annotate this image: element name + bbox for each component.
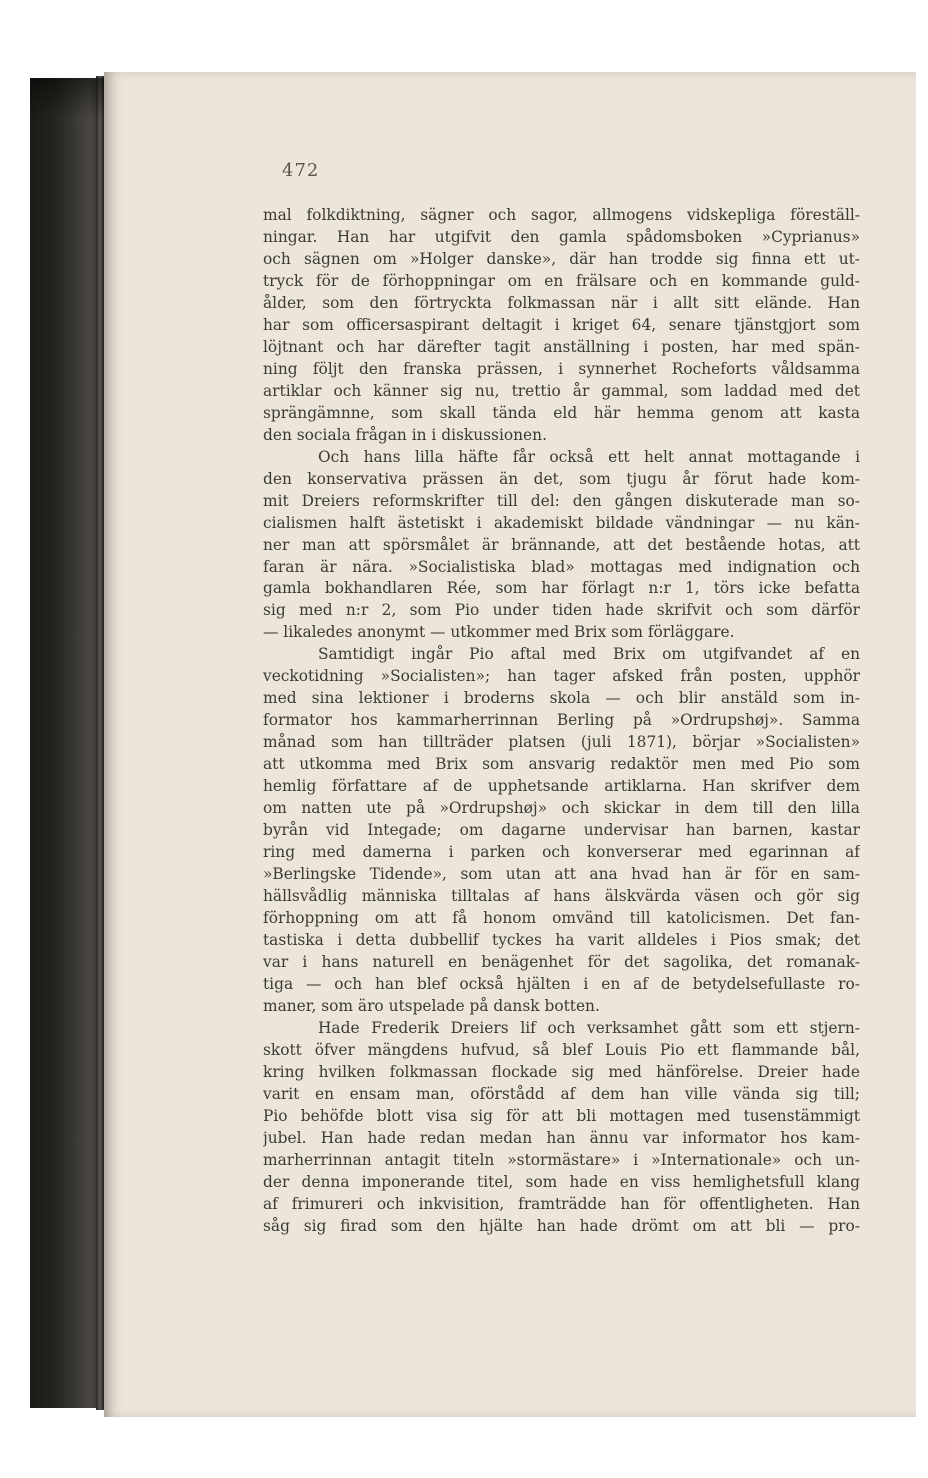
text-line: gamla bokhandlaren Rée, som har förlagt n:r 1, törs icke befatta xyxy=(263,579,860,598)
text-line: hemlig författare af de upphetsande artiklarna. Han skrifver dem xyxy=(263,777,860,796)
page-number: 472 xyxy=(282,160,320,181)
text-line: kring hvilken folkmassan flockade sig med hänförelse. Dreier hade xyxy=(263,1062,860,1081)
text-line: artiklar och känner sig nu, trettio år gammal, som laddad med det xyxy=(263,381,860,400)
text-line: veckotidning »Socialisten»; han tager afsked från posten, upphör xyxy=(263,667,860,686)
text-line: sprängämnne, som skall tända eld här hemma genom att kasta xyxy=(263,403,860,422)
text-line: tastiska i detta dubbellif tyckes ha varit alldeles i Pios smak; det xyxy=(263,930,860,949)
text-line: Samtidigt ingår Pio aftal med Brix om utgifvandet af en xyxy=(318,645,860,664)
book-spine-edge xyxy=(96,76,104,1410)
text-line: Och hans lilla häfte får också ett helt annat mottagande i xyxy=(318,447,860,466)
text-line: af frimureri och inkvisition, framträdde han för offentligheten. Han xyxy=(263,1194,860,1213)
text-line: såg sig firad som den hjälte han hade drömt om att bli — pro- xyxy=(263,1216,860,1235)
text-line: mal folkdiktning, sägner och sagor, allmogens vidskepliga föreställ- xyxy=(263,206,860,224)
text-line: marherrinnan antagit titeln »stormästare» i »Internationale» och un- xyxy=(263,1150,860,1169)
text-line: ring med damerna i parken och konverserar med egarinnan af xyxy=(263,843,860,862)
text-line: formator hos kammarherrinnan Berling på »Ordrupshøj». Samma xyxy=(263,711,860,730)
text-line: med sina lektioner i broderns skola — och blir anstäld som in- xyxy=(263,689,860,708)
text-line: jubel. Han hade redan medan han ännu var informator hos kam- xyxy=(263,1128,860,1147)
text-line: Pio behöfde blott visa sig för att bli mottagen med tusenstämmigt xyxy=(263,1106,860,1125)
text-line: ner man att spörsmålet är brännande, att det bestående hotas, att xyxy=(263,535,860,554)
text-line: tryck för de förhoppningar om en frälsare och en kommande guld- xyxy=(263,271,860,290)
text-line: den sociala frågan in i diskussionen. xyxy=(263,425,547,444)
text-line: ningar. Han har utgifvit den gamla spådomsboken »Cyprianus» xyxy=(263,227,860,246)
text-line: den konservativa prässen än det, som tjugu år förut hade kom- xyxy=(263,469,860,488)
text-line: månad som han tillträder platsen (juli 1871), börjar »Socialisten» xyxy=(263,733,860,752)
text-line: varit en ensam man, oförstådd af dem han ville vända sig till; xyxy=(263,1084,860,1103)
text-line: förhoppning om att få honom omvänd till katolicismen. Det fan- xyxy=(263,909,860,927)
text-line: maner, som äro utspelade på dansk botten. xyxy=(263,996,600,1015)
text-line: cialismen halft ästetiskt i akademiskt bildade vändningar — nu kän- xyxy=(263,513,860,532)
text-line: der denna imponerande titel, som hade en viss hemlighetsfull klang xyxy=(263,1172,860,1191)
text-line: ning följt den franska prässen, i synnerhet Rocheforts våldsamma xyxy=(263,359,860,378)
text-line: löjtnant och har därefter tagit anställning i posten, har med spän- xyxy=(263,337,860,356)
text-line: byrån vid Integade; om dagarne undervisar han barnen, kastar xyxy=(263,821,860,840)
text-line: — likaledes anonymt — utkommer med Brix som förläggare. xyxy=(263,623,735,642)
text-line: mit Dreiers reformskrifter till del: den gången diskuterade man so- xyxy=(263,491,860,510)
body-text xyxy=(263,205,860,1238)
text-line: hällsvådlig människa tilltalas af hans älskvärda väsen och gör sig xyxy=(263,887,860,906)
text-line: om natten ute på »Ordrupshøj» och skickar in dem till den lilla xyxy=(263,799,860,818)
text-line: »Berlingske Tidende», som utan att ana hvad han är för en sam- xyxy=(263,865,860,884)
text-line: sig med n:r 2, som Pio under tiden hade skrifvit och som därför xyxy=(263,601,860,620)
text-line: faran är nära. »Socialistiska blad» mottagas med indignation och xyxy=(263,557,860,576)
text-line: skott öfver mängdens hufvud, så blef Louis Pio ett flammande bål, xyxy=(263,1040,860,1059)
text-line: ålder, som den förtryckta folkmassan när i allt sitt elände. Han xyxy=(263,293,860,312)
text-line: att utkomma med Brix som ansvarig redaktör men med Pio som xyxy=(263,755,860,774)
text-line: tiga — och han blef också hjälten i en af de betydelsefullaste ro- xyxy=(263,974,860,993)
text-line: har som officersaspirant deltagit i kriget 64, senare tjänstgjort som xyxy=(263,315,860,334)
text-line: och sägnen om »Holger danske», där han trodde sig finna ett ut- xyxy=(263,249,860,268)
text-line: Hade Frederik Dreiers lif och verksamhet gått som ett stjern- xyxy=(318,1018,860,1037)
text-line: var i hans naturell en benägenhet för det sagolika, det romanak- xyxy=(263,952,860,971)
